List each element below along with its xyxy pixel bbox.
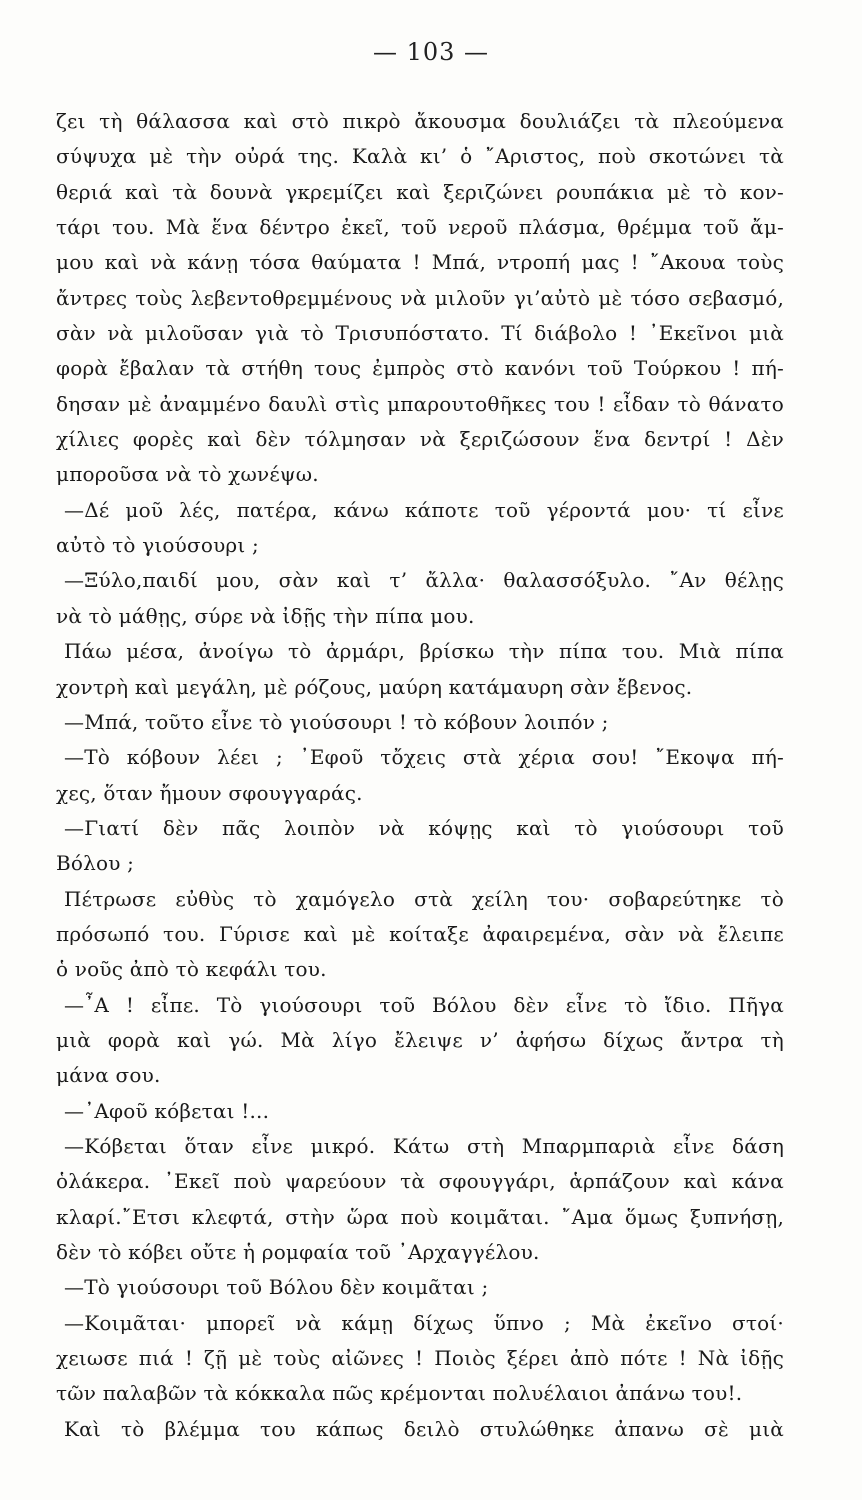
text-line: ζει τὴ θάλασσα καὶ στὸ πικρὸ ἄκουσμα δουλιάζει τὰ πλεούμενα: [56, 109, 784, 133]
text-line: μάνα σου.: [56, 1063, 161, 1088]
text-line: νὰ τὸ μάθῃς, σύρε νὰ ἰδῇς τὴν πίπα μου.: [56, 603, 475, 628]
text-line: χες, ὅταν ἤμουν σφουγγαράς.: [56, 780, 363, 805]
text-line: —Κοιμᾶται· μπορεῖ νὰ κάμῃ δίχως ὕπνο ; Μὰ ἐκεῖνο στοί·: [64, 1310, 784, 1335]
text-line: κλαρί.῎Ετσι κλεφτά, στὴν ὥρα ποὺ κοιμᾶται. ῎Αμα ὅμως ξυπνήσῃ,: [56, 1204, 784, 1229]
text-line: ὁ νοῦς ἀπὸ τὸ κεφάλι του.: [56, 957, 327, 982]
text-line: —Μπά, τοῦτο εἶνε τὸ γιούσουρι ! τὸ κόβουν λοιπόν ;: [64, 709, 609, 734]
text-line: μποροῦσα νὰ τὸ χωνέψω.: [56, 462, 319, 487]
text-line: δὲν τὸ κόβει οὔτε ἡ ρομφαία τοῦ ᾿Αρχαγγέλου.: [56, 1240, 540, 1264]
text-line: χοντρὴ καὶ μεγάλη, μὲ ρόζους, μαύρη κατάμαυρη σὰν ἔβενος.: [56, 674, 693, 699]
text-line: χίλιες φορὲς καὶ δὲν τόλμησαν νὰ ξεριζώσουν ἕνα δεντρί ! Δὲν: [56, 427, 784, 452]
text-line: μιὰ φορὰ καὶ γώ. Μὰ λίγο ἔλειψε ν’ ἀφήσω δίχως ἄντρα τὴ: [56, 1027, 784, 1052]
text-line: —Γιατί δὲν πᾶς λοιπὸν νὰ κόψῃς καὶ τὸ γιούσουρι τοῦ: [64, 815, 784, 840]
text-line: τάρι του. Μὰ ἕνα δέντρο ἐκεῖ, τοῦ νεροῦ πλάσμα, θρέμμα τοῦ ἄμ-: [56, 215, 784, 240]
text-line: —Τὸ γιούσουρι τοῦ Βόλου δὲν κοιμᾶται ;: [64, 1275, 489, 1300]
text-line: Πάω μέσα, ἀνοίγω τὸ ἀρμάρι, βρίσκω τὴν πίπα του. Μιὰ πίπα: [64, 639, 784, 664]
text-line: σὰν νὰ μιλοῦσαν γιὰ τὸ Τρισυπόστατο. Τί διάβολο ! ᾿Εκεῖνοι μιὰ: [56, 321, 784, 346]
page-number: — 103 —: [372, 38, 490, 66]
text-line: Βόλου ;: [56, 851, 135, 876]
text-line: Πέτρωσε εὐθὺς τὸ χαμόγελο στὰ χείλη του· σοβαρεύτηκε τὸ: [64, 886, 784, 911]
text-line: δησαν μὲ ἀναμμένο δαυλὶ στὶς μπαρουτοθῆκες του ! εἶδαν τὸ θάνατο: [56, 391, 784, 416]
text-line: —Κόβεται ὅταν εἶνε μικρό. Κάτω στὴ Μπαρμπαριὰ εἶνε δάση: [64, 1133, 784, 1158]
text-line: φορὰ ἔβαλαν τὰ στήθη τους ἐμπρὸς στὸ κανόνι τοῦ Τούρκου ! πή-: [56, 356, 784, 381]
text-line: —Τὸ κόβουν λέει ; ᾿Εφοῦ τὄχεις στὰ χέρια σου! ῎Εκοψα πή-: [64, 745, 784, 770]
text-line: —Δέ μοῦ λές, πατέρα, κάνω κάποτε τοῦ γέροντά μου· τί εἶνε: [64, 497, 784, 522]
text-line: Καὶ τὸ βλέμμα του κάπως δειλὸ στυλώθηκε ἀπανω σὲ μιὰ: [64, 1416, 784, 1441]
text-line: μου καὶ νὰ κάνῃ τόσα θαύματα ! Μπά, ντροπή μας ! ῎Ακουα τοὺς: [56, 250, 784, 275]
text-line: —᾿Αφοῦ κόβεται !...: [64, 1098, 270, 1123]
text-line: σύψυχα μὲ τὴν οὐρά της. Καλὰ κι’ ὁ ῎Αριστος, ποὺ σκοτώνει τὰ: [56, 144, 784, 169]
text-line: αὐτὸ τὸ γιούσουρι ;: [56, 533, 259, 558]
text-line: χειωσε πιά ! ζῇ μὲ τοὺς αἰῶνες ! Ποιὸς ξέρει ἀπὸ πότε ! Νὰ ἰδῇς: [56, 1346, 784, 1371]
body-text: [56, 104, 784, 1447]
text-line: ἄντρες τοὺς λεβεντοθρεμμένους νὰ μιλοῦν γι’αὐτὸ μὲ τόσο σεβασμό,: [56, 285, 784, 310]
text-line: τῶν παλαβῶν τὰ κόκκαλα πῶς κρέμονται πολυέλαιοι ἀπάνω του!.: [56, 1381, 743, 1406]
text-line: πρόσωπό του. Γύρισε καὶ μὲ κοίταξε ἀφαιρεμένα, σὰν νὰ ἔλειπε: [56, 921, 784, 946]
text-line: —῏Α ! εἶπε. Τὸ γιούσουρι τοῦ Βόλου δὲν εἶνε τὸ ἴδιο. Πῆγα: [64, 992, 784, 1017]
text-line: ὁλάκερα. ᾿Εκεῖ ποὺ ψαρεύουν τὰ σφουγγάρι, ἁρπάζουν καὶ κάνα: [56, 1169, 784, 1194]
text-line: θεριά καὶ τὰ δουνὰ γκρεμίζει καὶ ξεριζώνει ρουπάκια μὲ τὸ κον-: [56, 179, 784, 204]
text-line: —Ξύλο,παιδί μου, σὰν καὶ τ’ ἄλλα· θαλασσόξυλο. ῎Αν θέλῃς: [64, 568, 784, 593]
